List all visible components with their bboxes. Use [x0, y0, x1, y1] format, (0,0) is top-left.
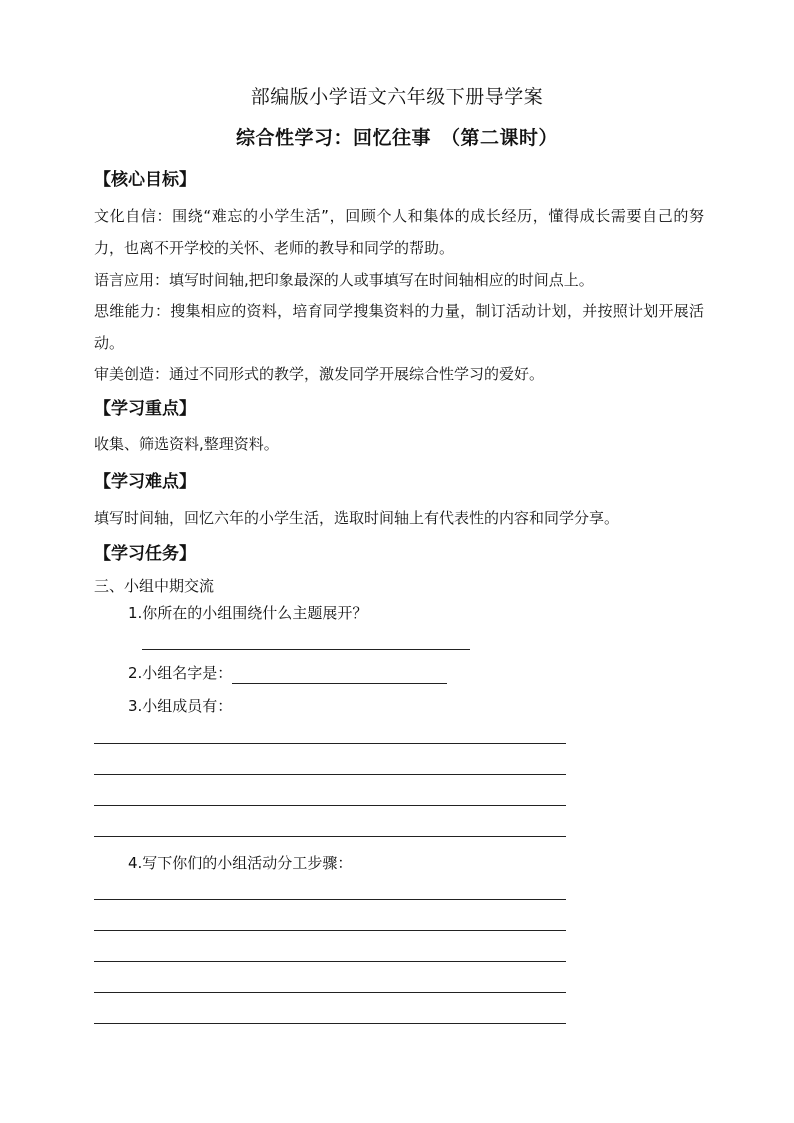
- answer-line-members-1[interactable]: [94, 743, 566, 744]
- answer-line-steps-4[interactable]: [94, 992, 566, 993]
- document-title: 部编版小学语文六年级下册导学案: [250, 86, 544, 108]
- focus-text: 收集、筛选资料,整理资料。: [94, 435, 279, 453]
- goal-thinking: 思维能力：搜集相应的资料，培育同学搜集资料的力量，制订活动计划，并按照计划开展活动。: [94, 302, 704, 352]
- section-heading-difficulty: 【学习难点】: [94, 472, 196, 492]
- section-heading-tasks: 【学习任务】: [94, 544, 196, 564]
- question-3: 3.小组成员有：: [128, 697, 233, 715]
- answer-line-steps-5[interactable]: [94, 1023, 566, 1024]
- answer-line-members-2[interactable]: [94, 774, 566, 775]
- answer-line-steps-3[interactable]: [94, 961, 566, 962]
- question-4: 4.写下你们的小组活动分工步骤：: [128, 854, 353, 872]
- section-heading-focus: 【学习重点】: [94, 399, 196, 419]
- answer-blank-group-name[interactable]: [232, 665, 447, 684]
- goal-aesthetic: 审美创造：通过不同形式的教学，激发同学开展综合性学习的爱好。: [94, 365, 545, 383]
- answer-line-q1[interactable]: [142, 649, 470, 650]
- question-2: 2.小组名字是：: [128, 664, 233, 682]
- difficulty-text: 填写时间轴，回忆六年的小学生活，选取时间轴上有代表性的内容和同学分享。: [94, 509, 620, 527]
- question-2-row: [128, 662, 447, 684]
- answer-line-members-3[interactable]: [94, 805, 566, 806]
- goal-language: 语言应用：填写时间轴,把印象最深的人或事填写在时间轴相应的时间点上。: [94, 271, 594, 289]
- answer-line-steps-2[interactable]: [94, 930, 566, 931]
- answer-line-members-4[interactable]: [94, 836, 566, 837]
- tasks-part-title: 三、小组中期交流: [94, 577, 215, 595]
- answer-line-steps-1[interactable]: [94, 899, 566, 900]
- lesson-subtitle: 综合性学习：回忆往事 （第二课时）: [235, 127, 558, 149]
- question-1: 1.你所在的小组围绕什么主题展开？: [128, 604, 368, 622]
- goal-culture: 文化自信：围绕“难忘的小学生活”，回顾个人和集体的成长经历，懂得成长需要自己的努力，也离不开学校的关怀、老师的教导和同学的帮助。: [94, 207, 704, 257]
- section-heading-goals: 【核心目标】: [94, 170, 196, 190]
